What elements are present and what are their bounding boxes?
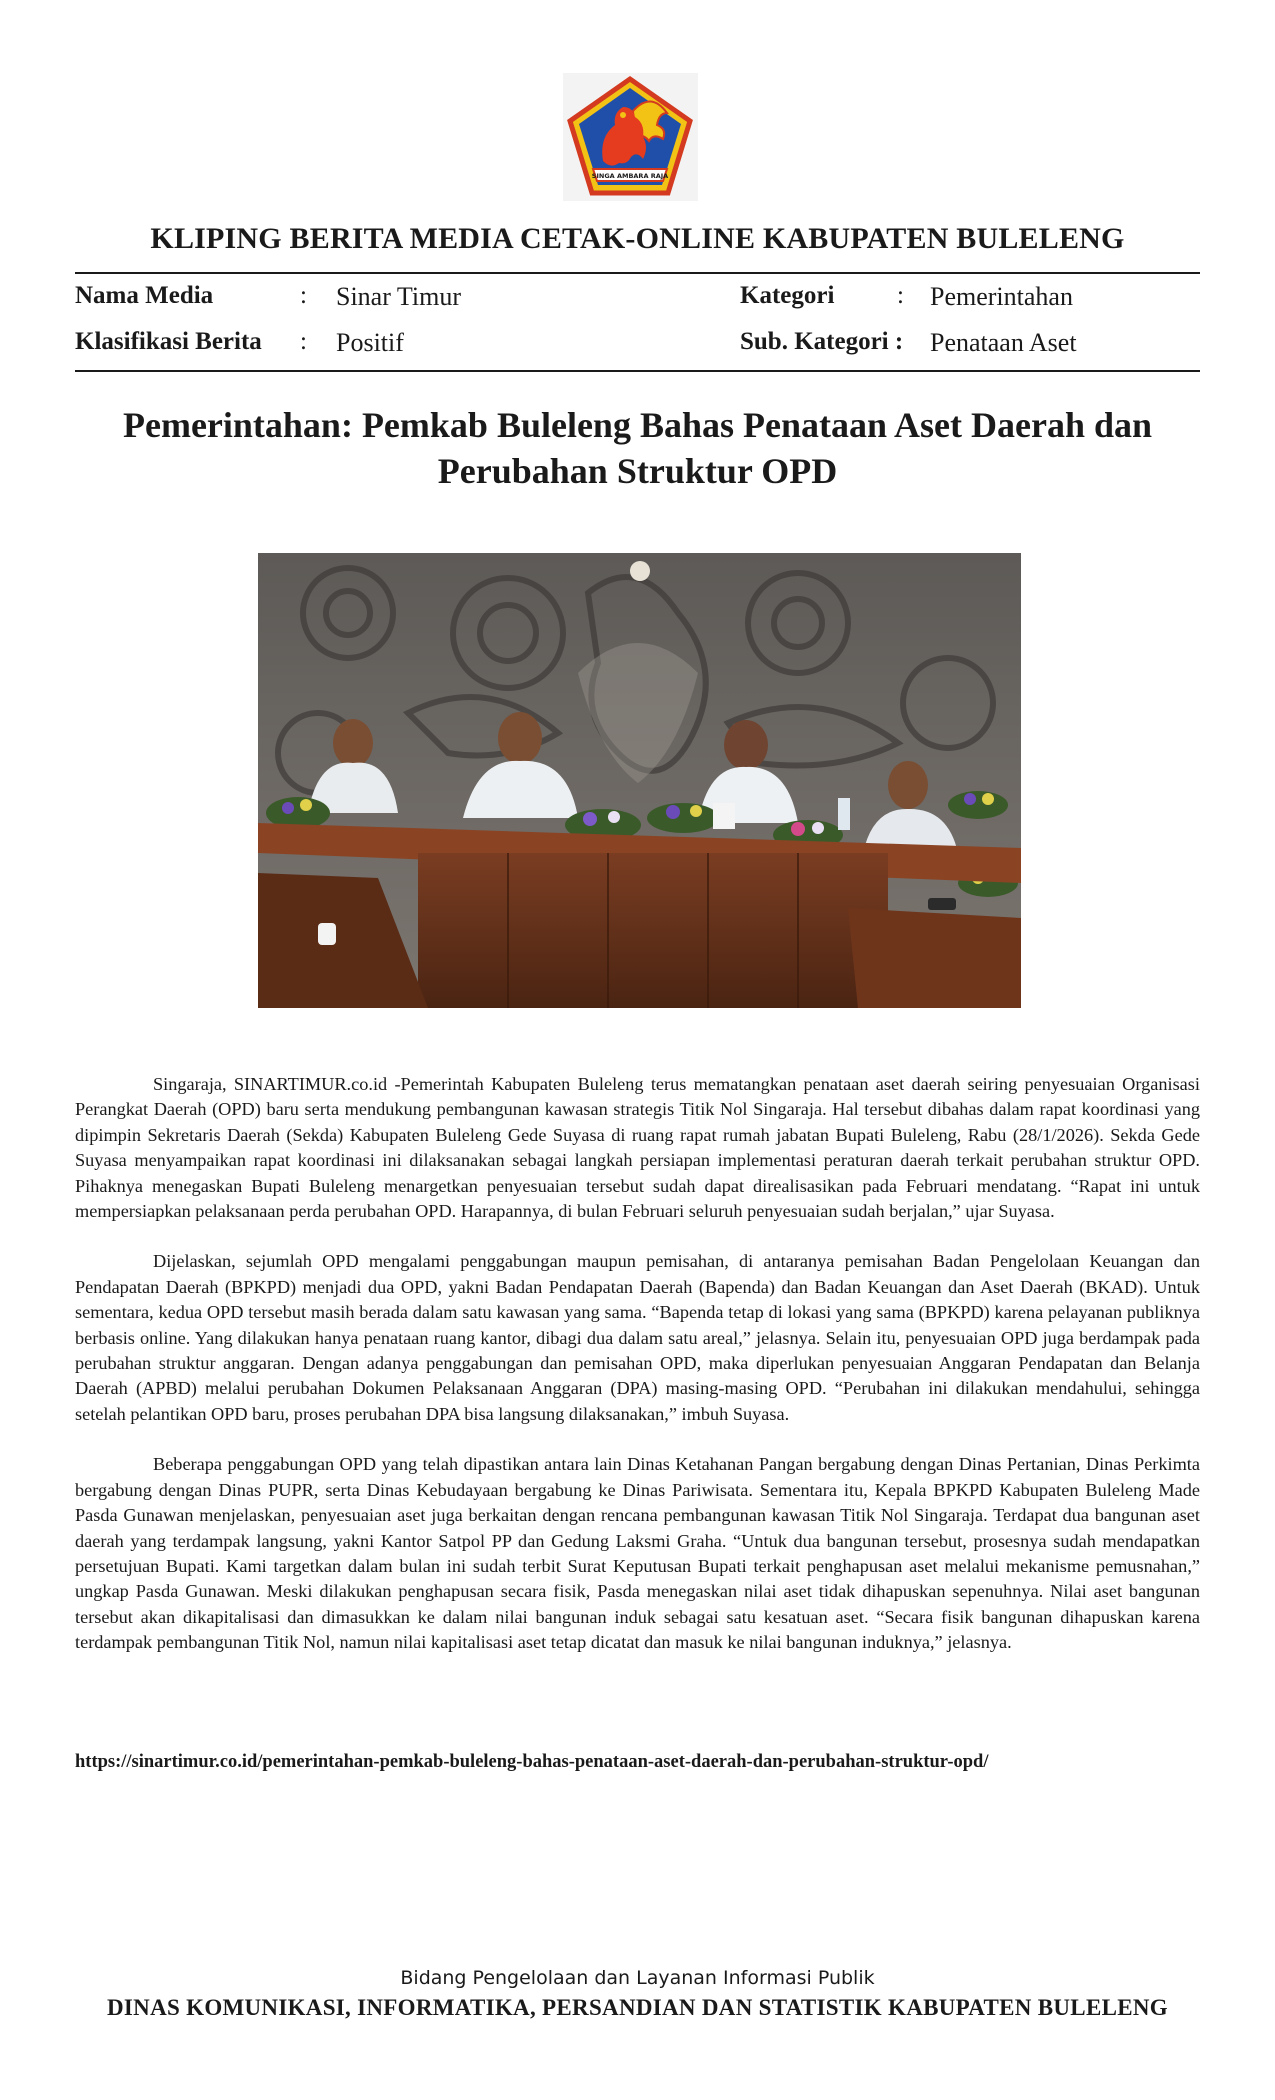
footer-agency: DINAS KOMUNIKASI, INFORMATIKA, PERSANDIAN DAN STATISTIK KABUPATEN BULELENG [107, 1995, 1168, 2020]
article-photo [258, 553, 1021, 1008]
footer-department: Bidang Pengelolaan dan Layanan Informasi Publik [400, 1967, 875, 1989]
meta-media-colon: : [300, 282, 307, 309]
singa-ambara-raja-emblem-icon [563, 73, 698, 201]
meta-classification-label: Klasifikasi Berita [75, 328, 262, 355]
svg-text:SINGA AMBARA RAJA: SINGA AMBARA RAJA [591, 172, 669, 180]
meta-media-value: Sinar Timur [336, 282, 461, 311]
meta-subcategory-label: Sub. Kategori : [740, 328, 904, 355]
article-title: Pemerintahan: Pemkab Buleleng Bahas Penataan Aset Daerah dan Perubahan Struktur OPD [122, 405, 1153, 491]
meta-category-colon: : [897, 282, 904, 309]
meta-category-value: Pemerintahan [930, 282, 1073, 311]
meta-media-label: Nama Media [75, 282, 214, 309]
meta-subcategory-value: Penataan Aset [930, 328, 1077, 357]
meta-classification-colon: : [300, 328, 307, 355]
article-body [75, 1072, 1200, 1681]
source-link[interactable]: https://sinartimur.co.id/pemerintahan-pemkab-buleleng-bahas-penataan-aset-daerah-dan-perubahan-struktur-opd/ [75, 1752, 989, 1772]
article-paragraph: Singaraja, SINARTIMUR.co.id -Pemerintah Kabupaten Buleleng terus mematangkan penataan aset daerah seiring penyesuaian Organisasi Perangkat Daerah (OPD) baru serta mendukung pembangunan kawasan strategis Titik Nol Singaraja. Hal tersebut dibahas dalam rapat koordinasi yang dipimpin Sekretaris Daerah (Sekda) Kabupaten Buleleng Gede Suyasa di ruang rapat rumah jabatan Bupati Buleleng, Rabu (28/1/2026). Sekda Gede Suyasa menyampaikan rapat koordinasi ini dilaksanakan sebagai langkah persiapan implementasi peraturan daerah terkait perubahan struktur OPD. Pihaknya menegaskan Bupati Buleleng menargetkan penyesuaian tersebut sudah dapat direalisasikan pada Februari mendatang. “Rapat ini untuk mempersiapkan pelaksanaan perda perubahan OPD. Harapannya, di bulan Februari seluruh penyesuaian sudah berjalan,” ujar Suyasa. [75, 1074, 1200, 1222]
meeting-photo-icon [258, 553, 1021, 1008]
meta-classification-value: Positif [336, 328, 404, 357]
clipping-header-title: KLIPING BERITA MEDIA CETAK-ONLINE KABUPATEN BULELENG [150, 222, 1125, 255]
regency-logo [563, 73, 698, 201]
header-divider-bottom [75, 370, 1200, 372]
article-paragraph: Beberapa penggabungan OPD yang telah dipastikan antara lain Dinas Ketahanan Pangan bergabung dengan Dinas Pertanian, Dinas Perkimta bergabung dengan Dinas PUPR, serta Dinas Kebudayaan bergabung ke Dinas Pariwisata. Sementara itu, Kepala BPKPD Kabupaten Buleleng Made Pasda Gunawan menjelaskan, penyesuaian aset juga berkaitan dengan rencana pembangunan kawasan Titik Nol Singaraja. Terdapat dua bangunan aset daerah yang terdampak langsung, yakni Kantor Satpol PP dan Gedung Laksmi Graha. “Untuk dua bangunan tersebut, prosesnya sudah mendapatkan persetujuan Bupati. Kami targetkan dalam bulan ini sudah terbit Surat Keputusan Bupati terkait penghapusan aset melalui mekanisme pemusnahan,” ungkap Pasda Gunawan. Meski dilakukan penghapusan secara fisik, Pasda menegaskan nilai aset tidak dihapuskan sepenuhnya. Nilai aset bangunan tersebut akan dikapitalisasi dan dimasukkan ke dalam nilai bangunan induk sebagai satu kesatuan aset. “Secara fisik bangunan dihapuskan karena terdampak pembangunan Titik Nol, namun nilai kapitalisasi aset tetap dicatat dan masuk ke nilai bangunan induknya,” jelasnya. [75, 1454, 1200, 1653]
header-divider-top [75, 272, 1200, 274]
article-paragraph: Dijelaskan, sejumlah OPD mengalami penggabungan maupun pemisahan, di antaranya pemisahan Badan Pengelolaan Keuangan dan Pendapatan Daerah (BPKPD) menjadi dua OPD, yakni Badan Pendapatan Daerah (Bapenda) dan Badan Keuangan dan Aset Daerah (BKAD). Untuk sementara, kedua OPD tersebut masih berada dalam satu kawasan yang sama. “Bapenda tetap di lokasi yang sama (BPKPD) karena pelayanan publiknya berbasis online. Yang dilakukan hanya penataan ruang kantor, dibagi dua dalam satu areal,” jelasnya. Selain itu, penyesuaian OPD juga berdampak pada perubahan struktur anggaran. Dengan adanya penggabungan dan pemisahan OPD, maka diperlukan penyesuaian Anggaran Pendapatan dan Belanja Daerah (APBD) melalui perubahan Dokumen Pelaksanaan Anggaran (DPA) masing-masing OPD. “Perubahan ini dilakukan mendahului, sehingga setelah pelantikan OPD baru, proses perubahan DPA bisa langsung dilaksanakan,” imbuh Suyasa. [75, 1251, 1200, 1424]
meta-category-label: Kategori [740, 282, 835, 309]
